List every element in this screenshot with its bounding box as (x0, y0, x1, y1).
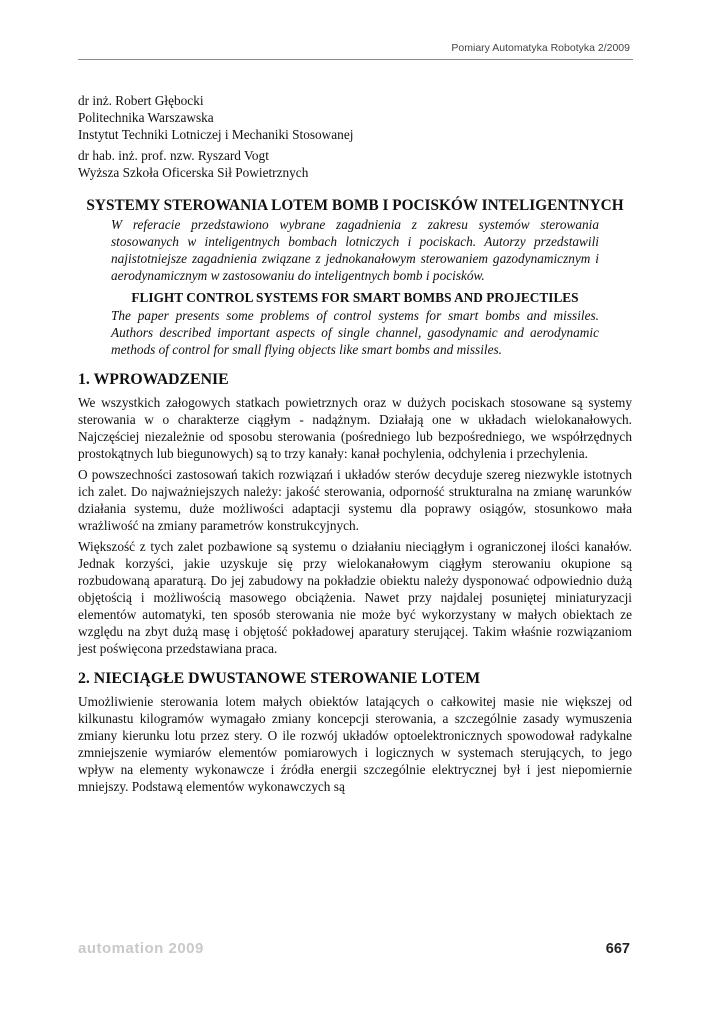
author-block-2 (78, 147, 632, 181)
author-affiliation: Instytut Techniki Lotniczej i Mechaniki Stosowanej (78, 127, 354, 142)
section-1-paragraph-2: O powszechności zastosowań takich rozwiązań i układów sterów decyduje szereg niezwykle istotnych ich zalet. Do najważniejszych należy: jakość sterowania, odporność strukturalna na zmianę warunków działania systemu, duże możliwości adaptacji systemu dla poprawy osiągów, stosunkowo mała wrażliwość na zmiany parametrów konstrukcyjnych. (78, 467, 632, 533)
running-head: Pomiary Automatyka Robotyka 2/2009 (451, 42, 630, 54)
article-title-en: FLIGHT CONTROL SYSTEMS FOR SMART BOMBS AND PROJECTILES (131, 290, 579, 305)
footer-brand: automation 2009 (78, 940, 204, 957)
author-affiliation: Politechnika Warszawska (78, 110, 214, 125)
section-heading-2: 2. NIECIĄGŁE DWUSTANOWE STEROWANIE LOTEM (78, 670, 481, 687)
section-1-paragraph-3: Większość z tych zalet pozbawione są systemu o działaniu nieciągłym i ograniczonej ilości kanałów. Jednak korzyści, jakie uzyskuje się przy wielokanałowym ciągłym sterowaniu okupione są rozbudowaną aparaturą. Do jej zabudowy na pokładzie obiektu należy dysponować odpowiednio dużą objętością i możliwością masowego obciążenia. Nawet przy najdalej posuniętej miniaturyzacji elementów automatyki, ten sposób sterowania nie może być wykorzystany w małych obiektach ze względu na zbyt dużą masę i objętość pokładowej aparatury sterującej. Takim właśnie rozwiązaniom jest poświęcona przedstawiana praca. (78, 539, 632, 656)
page-number: 667 (605, 941, 630, 957)
article-title-pl: SYSTEMY STEROWANIA LOTEM BOMB I POCISKÓW INTELIGENTNYCH (86, 197, 624, 214)
author-name: dr hab. inż. prof. nzw. Ryszard Vogt (78, 148, 269, 163)
section-heading-1: 1. WPROWADZENIE (78, 371, 229, 388)
abstract-en: The paper presents some problems of control systems for smart bombs and missiles. Authors described important aspects of single channel, gasodynamic and aerodynamic methods of control for small flying objects like smart bombs and missiles. (111, 308, 599, 357)
abstract-pl: W referacie przedstawiono wybrane zagadnienia z zakresu systemów sterowania stosowanych w inteligentnych bombach lotniczych i pociskach. Autorzy przedstawili najistotniejsze zagadnienia związane z jednokanałowym sterowaniem gazodynamicznym i aerodynamicznym w zastosowaniu do inteligentnych bomb i pocisków. (111, 217, 599, 283)
section-2-paragraph-1: Umożliwienie sterowania lotem małych obiektów latających o całkowitej masie nie większej od kilkunastu kilogramów wymagało zmiany koncepcji sterowania, a szczególnie zasady wymuszenia zmiany kierunku lotu przez stery. O ile rozwój układów optoelektronicznych spowodował radykalne zmniejszenie wymiarów elementów pomiarowych i logicznych w systemach sterujących, to jego wpływ na elementy wykonawcze i źródła energii szczególnie elektrycznej był i jest niepomiernie mniejszy. Podstawą elementów wykonawczych są (78, 694, 632, 794)
author-block-1 (78, 92, 632, 143)
section-1-paragraph-1: We wszystkich załogowych statkach powietrznych oraz w dużych pociskach stosowane są systemy sterowania w o charakterze ciągłym - nadążnym. Działają one w układach wielokanałowych. Najczęściej niezależnie od sposobu sterowania (pośredniego lub bezpośredniego, we współrzędnych prostokątnych lub biegunowych) są to trzy kanały: kanał pochylenia, odchylenia i przechylenia. (78, 395, 632, 461)
header-rule (78, 59, 633, 60)
author-name: dr inż. Robert Głębocki (78, 93, 204, 108)
article-body (78, 92, 632, 799)
author-affiliation: Wyższa Szkoła Oficerska Sił Powietrznych (78, 165, 309, 180)
